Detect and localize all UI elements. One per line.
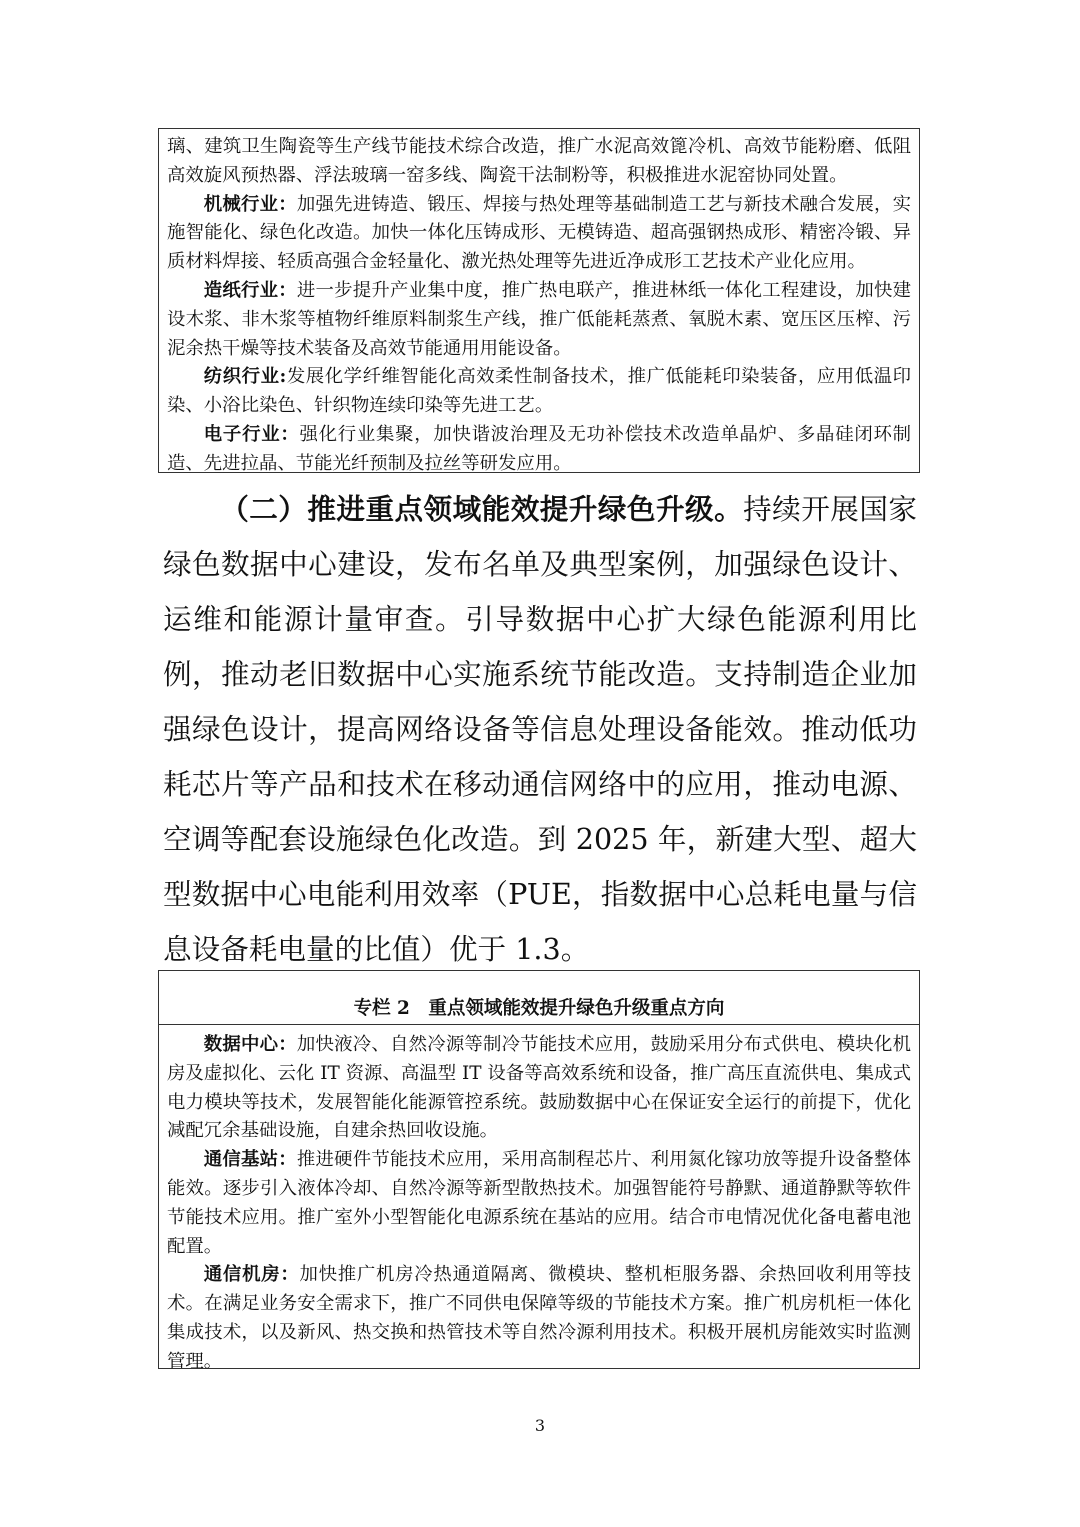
column-box-2 bbox=[158, 970, 920, 1372]
item-label: 电子行业： bbox=[203, 423, 300, 445]
item-label: 通信机房： bbox=[203, 1264, 300, 1286]
box1-item-paper bbox=[167, 277, 911, 363]
body-text: 持续开展国家绿色数据中心建设，发布名单及典型案例，加强绿色设计、运维和能源计量审查。引导数据中心扩大绿色能源利用比例，推动老旧数据中心实施系统节能改造。支持制造企业加强绿色设计，提高网络设备等信息处理设备能效。推动低功耗芯片等产品和技术在移动通信网络中的应用，推动电源、空调等配套设施绿色化改造。到 2025 年，新建大型、超大型数据中心电能利用效率（PUE，指数据中心总耗电量与信息设备耗电量的比值）优于 1.3。 bbox=[163, 492, 917, 966]
item-label: 造纸行业： bbox=[203, 279, 297, 301]
item-text: 发展化学纤维智能化高效柔性制备技术，推广低能耗印染装备，应用低温印染、小浴比染色、针织物连续印染等先进工艺。 bbox=[167, 366, 911, 417]
box1-continuation: 璃、建筑卫生陶瓷等生产线节能技术综合改造，推广水泥高效篦冷机、高效节能粉磨、低阻高效旋风预热器、浮法玻璃一窑多线、陶瓷干法制粉等，积极推进水泥窑协同处置。 bbox=[167, 136, 911, 186]
box1-item-textile bbox=[167, 363, 911, 421]
box2-item-machine-room bbox=[167, 1261, 911, 1376]
item-text: 加快液冷、自然冷源等制冷节能技术应用，鼓励采用分布式供电、模块化机房及虚拟化、云化 IT 资源、高温型 IT 设备等高效系统和设备，推广高压直流供电、集成式电力模块等技术，发展智能化能源管控系统。鼓励数据中心在保证安全运行的前提下，优化减配冗余基础设施，自建余热回收设施。 bbox=[167, 1034, 911, 1142]
item-label: 通信基站： bbox=[203, 1149, 297, 1171]
column-title: 专栏 2 重点领域能效提升绿色升级重点方向 bbox=[159, 971, 919, 1025]
item-text: 推进硬件节能技术应用，采用高制程芯片、利用氮化镓功放等提升设备整体能效。逐步引入液体冷却、自然冷源等新型散热技术。加强智能符号静默、通道静默等软件节能技术应用。推广室外小型智能化电源系统在基站的应用。结合市电情况优化备电蓄电池配置。 bbox=[167, 1149, 911, 1257]
item-label: 机械行业： bbox=[203, 193, 297, 215]
box1-item-electronics bbox=[167, 421, 911, 479]
box2-item-data-center bbox=[167, 1031, 911, 1146]
item-label: 纺织行业: bbox=[203, 366, 287, 388]
column-box-1 bbox=[158, 128, 920, 473]
main-paragraph bbox=[163, 482, 917, 977]
item-text: 强化行业集聚，加快谐波治理及无功补偿技术改造单晶炉、多晶硅闭环制造、先进拉晶、节能光纤预制及拉丝等研发应用。 bbox=[167, 423, 911, 474]
item-text: 进一步提升产业集中度，推广热电联产，推进林纸一体化工程建设，加快建设木浆、非木浆等植物纤维原料制浆生产线，推广低能耗蒸煮、氧脱木素、宽压区压榨、污泥余热干燥等技术装备及高效节能通用用能设备。 bbox=[167, 279, 911, 359]
item-label: 数据中心： bbox=[203, 1034, 297, 1055]
item-text: 加强先进铸造、锻压、焊接与热处理等基础制造工艺与新技术融合发展，实施智能化、绿色化改造。加快一体化压铸成形、无模铸造、超高强钢热成形、精密冷锻、异质材料焊接、轻质高强合金轻量化、激光热处理等先进近净成形工艺技术产业化应用。 bbox=[167, 193, 911, 273]
page-number: 3 bbox=[534, 1416, 546, 1435]
section-heading: （二）推进重点领域能效提升绿色升级。 bbox=[220, 492, 744, 526]
box1-item-machinery bbox=[167, 191, 911, 277]
box2-item-base-station bbox=[167, 1146, 911, 1261]
item-text: 加快推广机房冷热通道隔离、微模块、整机柜服务器、余热回收利用等技术。在满足业务安全需求下，推广不同供电保障等级的节能技术方案。推广机房机柜一体化集成技术，以及新风、热交换和热管技术等自然冷源利用技术。积极开展机房能效实时监测管理。 bbox=[167, 1264, 911, 1372]
body-paragraph bbox=[163, 482, 917, 977]
